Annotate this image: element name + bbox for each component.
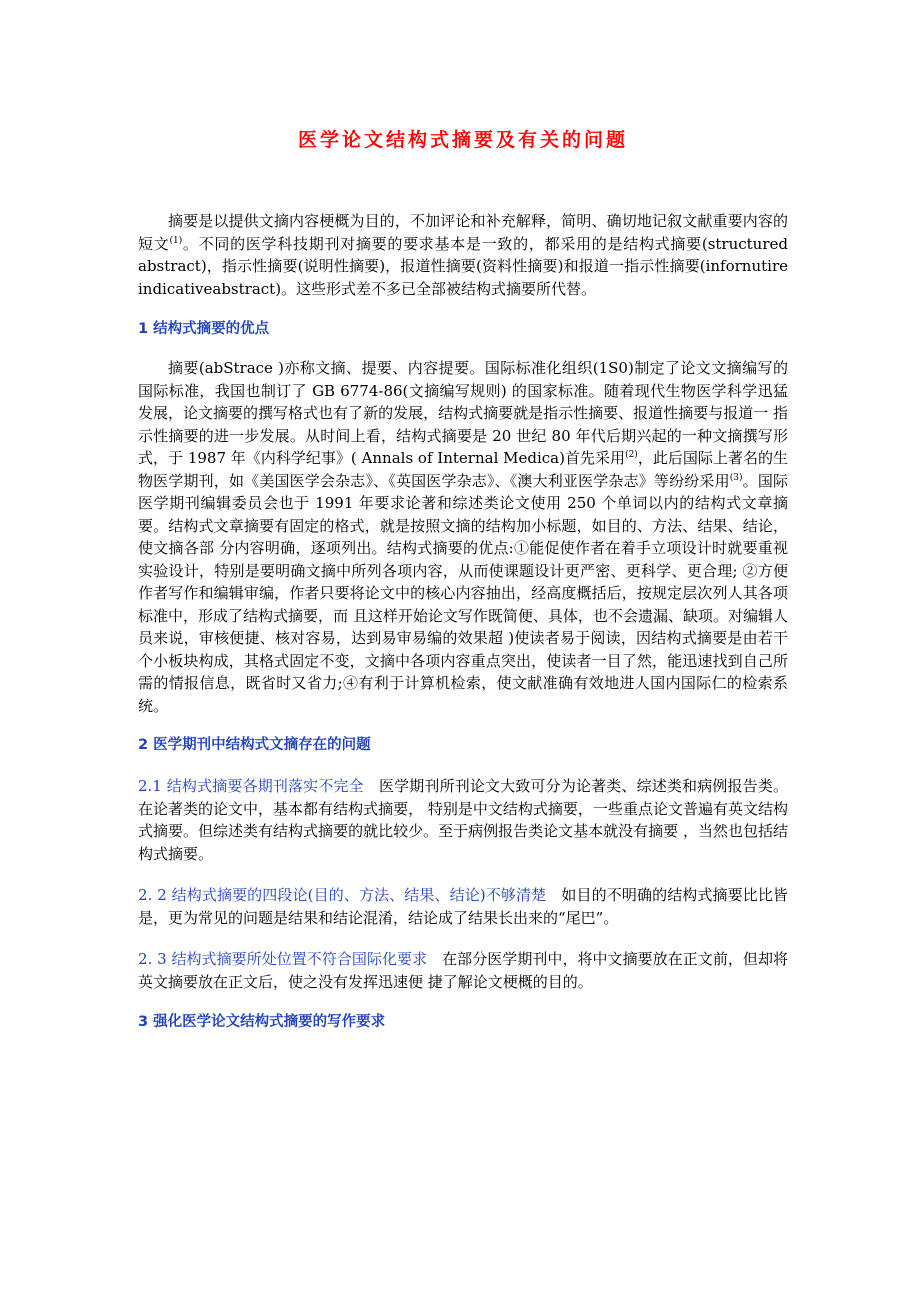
subsection-2-1 bbox=[138, 775, 788, 865]
section-1-text-a: 摘要(abStrace )亦称文摘、提要、内容提要。国际标准化组织(1S0)制定了论文文摘编写的国际标准，我国也制订了 GB 6774-86(文摘编写规则) 的国家标准。随着现代生物医学科学迅猛发展，论文摘要的撰写格式也有了新的发展，结构式摘要就是指示性摘要、报道性摘要与报道一 指示性摘要的进一步发展。从时间上看，结构式摘要是 20 世纪 80 年代后期兴起的一种文摘撰写形式，于 1987 年《内科学纪事》( Annals of Internal Medica)首先采用 bbox=[138, 359, 788, 467]
subsection-2-3 bbox=[138, 948, 788, 993]
section-1-text-c: 。国际医学期刊编辑委员会也于 1991 年要求论著和综述类论文使用 250 个单词以内的结构式文章摘要。结构式文章摘要有固定的格式，就是按照文摘的结构加小标题，如目的、方法、结果、结论，使文摘各部 分内容明确，逐项列出。结构式摘要的优点:①能促使作者在着手立项设计时就要重视实验设计，特别是要明确文摘中所列各项内容，从而使课题设计更严密、更科学、更合理; ②方便作者写作和编辑审编，作者只要将论文中的核心内容抽出，经高度概括后，按规定层次列人其各项标准中，形成了结构式摘要，而 且这样开始论文写作既简便、具体，也不会遗漏、缺项。对编辑人员来说，审核便捷、核对容易，达到易审易编的效果超 )使读者易于阅读，因结构式摘要是由若干个小板块构成，其格式固定不变，文摘中各项内容重点突出，使读者一目了然，能迅速找到自己所需的情报信息，既省时又省力;④有利于计算机检索，使文献准确有效地进人国内国际仁的检索系统。 bbox=[138, 471, 788, 715]
subsection-2-1-title: 2.1 结构式摘要各期刊落实不完全 bbox=[138, 777, 364, 795]
document-page bbox=[138, 0, 788, 1033]
section-3-heading: 3 强化医学论文结构式摘要的写作要求 bbox=[138, 1014, 386, 1030]
subsection-2-1-text: 医学期刊所刊论文大致可分为论著类、综述类和病例报告类。在论著类的论文中，基本都有结构式摘要， 特别是中文结构式摘要，一些重点论文普遍有英文结构式摘要。但综述类有结构式摘要的就比较少。至于病例报告类论文基本就没有摘要 ，当然也包括结构式摘要。 bbox=[138, 777, 788, 863]
document-title: 医学论文结构式摘要及有关的问题 bbox=[297, 129, 628, 151]
section-2-heading: 2 医学期刊中结构式文摘存在的问题 bbox=[138, 737, 371, 753]
subsection-2-3-text: 在部分医学期刊中，将中文摘要放在正文前，但却将英文摘要放在正文后，使之没有发挥迅速便 捷了解论文梗概的目的。 bbox=[138, 950, 788, 991]
intro-text-b: 。不同的医学科技期刊对摘要的要求基本是一致的，都采用的是结构式摘要(structured abstract)，指示性摘要(说明性摘要)，报道性摘要(资料性摘要)和报道一指示性摘要(infornutire indicativeabstract)。这些形式差不多已全部被结构式摘要所代替。 bbox=[138, 234, 788, 298]
intro-text-a: 摘要是以提供文摘内容梗概为目的，不加评论和补充解释，简明、确切地记叙文献重要内容的短文 bbox=[138, 212, 788, 253]
subsection-2-2-text: 如目的不明确的结构式摘要比比皆是，更为常见的问题是结果和结论混淆，结论成了结果长出来的“尾巴”。 bbox=[138, 886, 788, 927]
subsection-2-2 bbox=[138, 884, 788, 929]
reference-marker-1: (1) bbox=[169, 235, 183, 246]
reference-marker-2: (2) bbox=[625, 450, 638, 460]
reference-marker-3: (3) bbox=[729, 472, 743, 483]
section-1-paragraph bbox=[138, 357, 788, 717]
subsection-2-2-title: 2. 2 结构式摘要的四段论(目的、方法、结果、结论)不够清楚 bbox=[138, 886, 547, 904]
subsection-2-3-title: 2. 3 结构式摘要所处位置不符合国际化要求 bbox=[138, 950, 428, 968]
section-1-text-b: ，此后国际上著名的生物医学期刊，如《美国医学会杂志》、《英国医学杂志》、《澳大利亚医学杂志》等纷纷采用 bbox=[138, 449, 788, 490]
section-1-heading: 1 结构式摘要的优点 bbox=[138, 321, 270, 337]
intro-paragraph bbox=[138, 210, 788, 300]
